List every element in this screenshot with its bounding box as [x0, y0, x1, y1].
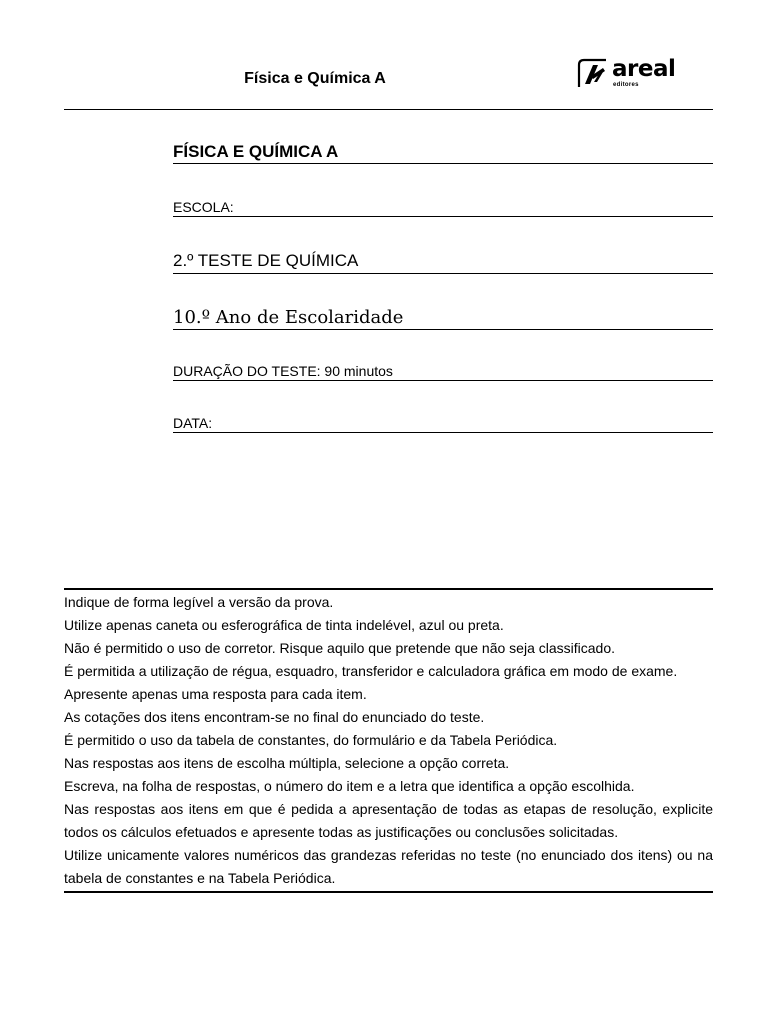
areal-logo-icon: [576, 58, 608, 88]
instruction-line: É permitida a utilização de régua, esquadro, transferidor e calculadora gráfica em modo de exame.: [64, 663, 678, 679]
instructions-box: [64, 588, 713, 893]
instruction-line: Apresente apenas uma resposta para cada item.: [64, 686, 367, 702]
logo-wordmark: areal: [612, 56, 676, 82]
header-title: Física e Química A: [244, 70, 386, 87]
test-duration: DURAÇÃO DO TESTE: 90 minutos: [173, 363, 713, 381]
instruction-line: Não é permitido o uso de corretor. Risque aquilo que pretende que não seja classificado.: [64, 640, 616, 656]
test-title: 2.º TESTE DE QUÍMICA: [173, 251, 713, 274]
instruction-line: Nas respostas aos itens de escolha múltipla, selecione a opção correta.: [64, 755, 510, 771]
logo-subtext: editores: [613, 82, 639, 88]
date-field: DATA:: [173, 415, 713, 433]
header-divider: [64, 109, 713, 110]
subject-title: FÍSICA E QUÍMICA A: [173, 142, 713, 164]
instruction-line: Indique de forma legível a versão da prova.: [64, 594, 334, 610]
instruction-line: Escreva, na folha de respostas, o número do item e a letra que identifica a opção escolhida.: [64, 778, 635, 794]
instruction-line: Utilize apenas caneta ou esferográfica de tinta indelével, azul ou preta.: [64, 617, 504, 633]
school-year: 10.º Ano de Escolaridade: [173, 307, 713, 330]
instruction-line: É permitido o uso da tabela de constantes, do formulário e da Tabela Periódica.: [64, 732, 558, 748]
school-field: ESCOLA:: [173, 199, 713, 217]
instruction-line: Nas respostas aos itens em que é pedida a apresentação de todas as etapas de resolução, explicite todos os cálculos efetuados e apresente todas as justificações ou conclusões solicitadas.: [64, 801, 713, 840]
instruction-line: As cotações dos itens encontram-se no final do enunciado do teste.: [64, 709, 485, 725]
instruction-line: Utilize unicamente valores numéricos das grandezas referidas no teste (no enunciado dos itens) ou na tabela de constantes e na Tabela Periódica.: [64, 847, 713, 886]
publisher-logo: [576, 58, 694, 90]
